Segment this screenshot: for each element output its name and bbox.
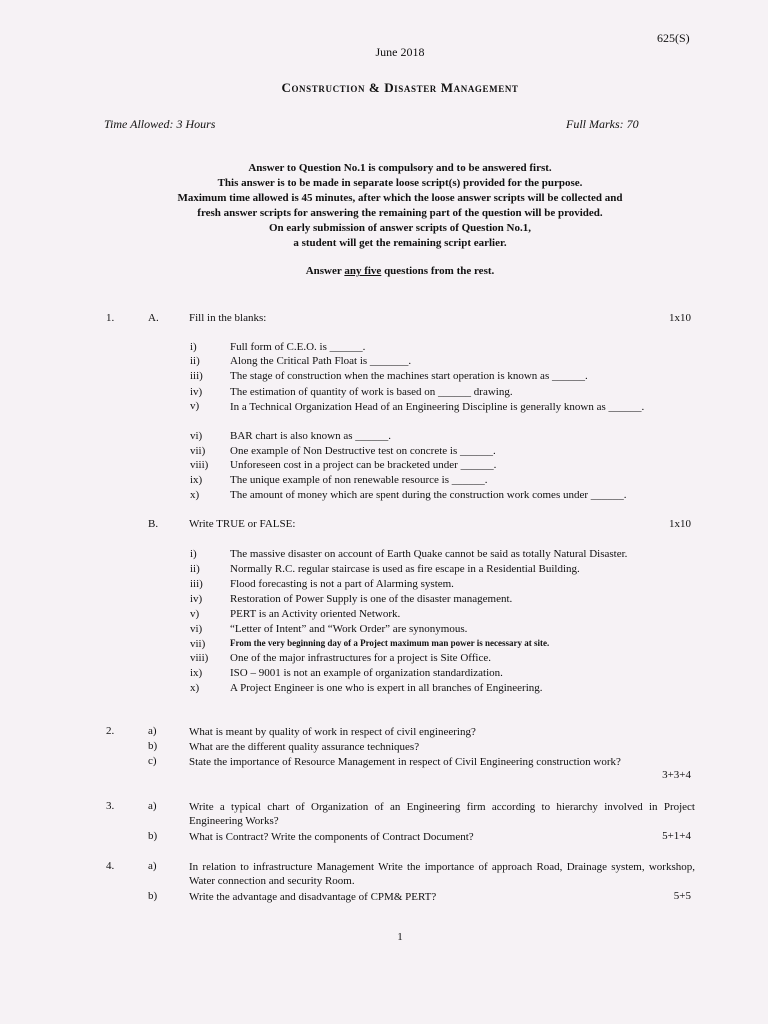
tf-item-number: i): [190, 548, 197, 560]
tf-item-text: ISO – 9001 is not an example of organization standardization.: [230, 667, 503, 679]
tf-item-number: viii): [190, 652, 209, 664]
page-number: 1: [397, 931, 403, 943]
tf-item-number: x): [190, 682, 200, 694]
blank-item-text: One example of Non Destructive test on concrete is ______.: [230, 445, 496, 457]
blank-item-number: ii): [190, 355, 200, 367]
tf-item-text: One of the major infrastructures for a project is Site Office.: [230, 652, 491, 664]
answer-any-suffix: questions from the rest.: [381, 265, 495, 277]
question-4-number: 4.: [106, 860, 115, 872]
blank-item-text: The unique example of non renewable resource is ______.: [230, 474, 488, 486]
question-1-number: 1.: [106, 312, 115, 324]
question-1a-heading: Fill in the blanks:: [189, 312, 267, 324]
question-4-marks: 5+5: [673, 890, 691, 902]
question-part-label: c): [148, 755, 157, 767]
tf-item-number: vii): [190, 638, 206, 650]
instruction-line: This answer is to be made in separate loose script(s) provided for the purpose.: [217, 177, 583, 189]
exam-date: June 2018: [375, 45, 425, 59]
question-1b-heading: Write TRUE or FALSE:: [189, 518, 296, 530]
question-1b-label: B.: [148, 518, 159, 530]
answer-any-prefix: Answer: [305, 265, 345, 277]
blank-item-number: viii): [190, 459, 209, 471]
tf-item-text: “Letter of Intent” and “Work Order” are synonymous.: [230, 623, 468, 635]
question-part-text: What are the different quality assurance techniques?: [189, 741, 420, 753]
question-part-label: a): [148, 860, 157, 872]
blank-item-text: BAR chart is also known as ______.: [230, 430, 392, 442]
question-2-marks: 3+3+4: [662, 769, 691, 781]
blank-item-number: iv): [190, 386, 203, 398]
blank-item-number: iii): [190, 370, 203, 382]
blank-item-text: In a Technical Organization Head of an Engineering Discipline is generally known as ______.: [230, 401, 645, 413]
blank-item-number: vi): [190, 430, 203, 442]
tf-item-text: PERT is an Activity oriented Network.: [230, 608, 401, 620]
question-3-marks: 5+1+4: [662, 830, 691, 842]
blank-item-number: vii): [190, 445, 206, 457]
question-part-text: Write the advantage and disadvantage of CPM& PERT?: [189, 891, 437, 903]
blank-item-number: i): [190, 341, 197, 353]
tf-item-number: v): [190, 608, 200, 620]
tf-item-number: ii): [190, 563, 200, 575]
time-allowed: Time Allowed: 3 Hours: [104, 117, 216, 131]
paper-code: 625(S): [657, 31, 690, 45]
tf-item-text: Restoration of Power Supply is one of the disaster management.: [230, 593, 513, 605]
blank-item-number: ix): [190, 474, 203, 486]
question-part-label: b): [148, 830, 158, 842]
answer-any-underlined: any five: [344, 265, 382, 277]
tf-item-text: A Project Engineer is one who is expert in all branches of Engineering.: [230, 682, 543, 694]
tf-item-text: Normally R.C. regular staircase is used as fire escape in a Residential Building.: [230, 563, 580, 575]
instruction-line: On early submission of answer scripts of Question No.1,: [269, 222, 531, 234]
full-marks: Full Marks: 70: [566, 117, 639, 131]
tf-item-text: From the very beginning day of a Project maximum man power is necessary at site.: [230, 638, 550, 648]
question-part-text: In relation to infrastructure Management Write the importance of approach Road, Drainage system, workshop, Water connection and security Room.: [189, 861, 695, 887]
instruction-line: fresh answer scripts for answering the remaining part of the question will be provided.: [197, 207, 603, 219]
question-part-text: State the importance of Resource Management in respect of Civil Engineering construction work?: [189, 756, 621, 768]
blank-item-text: The stage of construction when the machines start operation is known as ______.: [230, 370, 588, 382]
tf-item-text: The massive disaster on account of Earth Quake cannot be said as totally Natural Disaster.: [230, 548, 628, 560]
question-1a-label: A.: [148, 312, 159, 324]
blank-item-text: The estimation of quantity of work is based on ______ drawing.: [230, 386, 513, 398]
blank-item-number: x): [190, 489, 200, 501]
blank-item-text: Unforeseen cost in a project can be bracketed under ______.: [230, 459, 497, 471]
paper-title: Construction & Disaster Management: [281, 80, 519, 95]
blank-item-text: Along the Critical Path Float is _______.: [230, 355, 412, 367]
question-part-text: What is Contract? Write the components of Contract Document?: [189, 831, 474, 843]
question-part-label: a): [148, 800, 157, 812]
tf-item-number: vi): [190, 623, 203, 635]
blank-item-text: The amount of money which are spent during the construction work comes under ______.: [230, 489, 627, 501]
blank-item-number: v): [190, 400, 200, 412]
question-1a-marks: 1x10: [669, 312, 691, 324]
instruction-line: Answer to Question No.1 is compulsory and to be answered first.: [248, 162, 552, 174]
answer-any-instruction: [0, 265, 768, 277]
instruction-line: Maximum time allowed is 45 minutes, after which the loose answer scripts will be collected and: [177, 192, 623, 204]
question-part-label: b): [148, 890, 158, 902]
question-part-label: a): [148, 725, 157, 737]
question-part-label: b): [148, 740, 158, 752]
tf-item-number: iii): [190, 578, 203, 590]
question-2-number: 2.: [106, 725, 115, 737]
tf-item-number: ix): [190, 667, 203, 679]
tf-item-number: iv): [190, 593, 203, 605]
question-1b-marks: 1x10: [669, 518, 691, 530]
question-part-text: Write a typical chart of Organization of an Engineering firm according to hierarchy involved in Project Engineering Works?: [189, 801, 695, 827]
instruction-line: a student will get the remaining script earlier.: [293, 237, 507, 249]
question-part-text: What is meant by quality of work in respect of civil engineering?: [189, 726, 476, 738]
instructions-block: [0, 161, 768, 251]
tf-item-text: Flood forecasting is not a part of Alarming system.: [230, 578, 454, 590]
blank-item-text: Full form of C.E.O. is ______.: [230, 341, 366, 353]
question-3-number: 3.: [106, 800, 115, 812]
